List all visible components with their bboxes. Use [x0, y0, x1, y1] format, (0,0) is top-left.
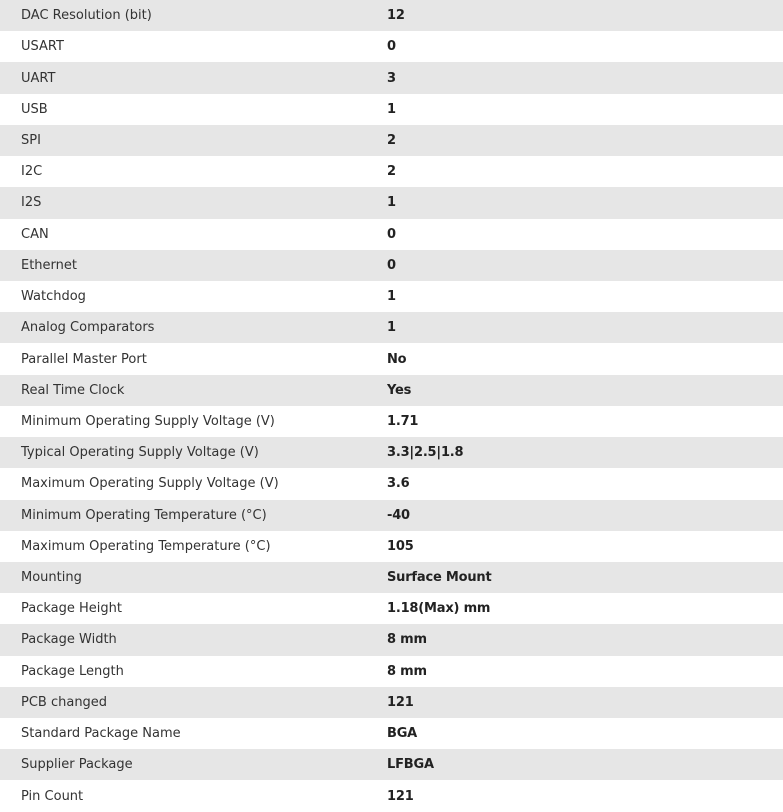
spec-label: Package Width	[21, 632, 117, 648]
spec-label: Watchdog	[21, 289, 86, 305]
spec-value: 1	[387, 101, 396, 117]
spec-value: 2	[387, 164, 396, 180]
spec-label: DAC Resolution (bit)	[21, 8, 152, 24]
spec-row	[0, 749, 783, 780]
spec-value: 105	[387, 538, 414, 554]
spec-label: Ethernet	[21, 257, 77, 273]
spec-row	[0, 281, 783, 312]
spec-row	[0, 468, 783, 499]
spec-label: Typical Operating Supply Voltage (V)	[21, 445, 259, 461]
spec-row	[0, 187, 783, 218]
spec-label: Real Time Clock	[21, 382, 125, 398]
spec-label: Maximum Operating Temperature (°C)	[21, 538, 271, 554]
spec-value: -40	[387, 507, 410, 523]
spec-row	[0, 406, 783, 437]
spec-label: Supplier Package	[21, 757, 133, 773]
spec-label: Minimum Operating Temperature (°C)	[21, 507, 267, 523]
spec-label: SPI	[21, 132, 41, 148]
spec-value: 2	[387, 132, 396, 148]
spec-row	[0, 500, 783, 531]
spec-label: Mounting	[21, 570, 82, 586]
spec-row	[0, 156, 783, 187]
spec-label: Parallel Master Port	[21, 351, 147, 367]
spec-label: USART	[21, 39, 64, 55]
spec-label: Pin Count	[21, 788, 84, 804]
spec-label: Package Height	[21, 601, 122, 617]
spec-row	[0, 312, 783, 343]
spec-value: 1.71	[387, 413, 419, 429]
spec-label: USB	[21, 101, 48, 117]
spec-label: Maximum Operating Supply Voltage (V)	[21, 476, 279, 492]
spec-value: 1.18(Max) mm	[387, 601, 491, 617]
spec-row	[0, 250, 783, 281]
spec-value: 0	[387, 39, 396, 55]
spec-row	[0, 531, 783, 562]
spec-label: I2S	[21, 195, 42, 211]
spec-label: CAN	[21, 226, 49, 242]
spec-value: No	[387, 351, 407, 367]
spec-value: 1	[387, 195, 396, 211]
spec-label: Standard Package Name	[21, 726, 181, 742]
spec-row	[0, 0, 783, 31]
spec-row	[0, 62, 783, 93]
spec-label: Analog Comparators	[21, 320, 155, 336]
spec-label: UART	[21, 70, 56, 86]
spec-label: I2C	[21, 164, 43, 180]
spec-row	[0, 343, 783, 374]
spec-label: PCB changed	[21, 694, 108, 710]
spec-value: 3.6	[387, 476, 410, 492]
spec-row	[0, 437, 783, 468]
spec-value: BGA	[387, 726, 418, 742]
spec-row	[0, 562, 783, 593]
spec-value: 0	[387, 226, 396, 242]
spec-value: Surface Mount	[387, 570, 492, 586]
spec-value: Yes	[387, 382, 412, 398]
spec-value: 8 mm	[387, 663, 427, 679]
spec-value: 3.3|2.5|1.8	[387, 445, 464, 461]
spec-value: 121	[387, 788, 414, 804]
spec-row	[0, 219, 783, 250]
spec-value: 1	[387, 289, 396, 305]
spec-value: 121	[387, 694, 414, 710]
spec-row	[0, 375, 783, 406]
spec-row	[0, 687, 783, 718]
spec-row	[0, 656, 783, 687]
spec-label: Minimum Operating Supply Voltage (V)	[21, 413, 275, 429]
spec-row	[0, 624, 783, 655]
spec-value: 12	[387, 8, 405, 24]
spec-row	[0, 31, 783, 62]
spec-row	[0, 718, 783, 749]
spec-row	[0, 94, 783, 125]
spec-value: LFBGA	[387, 757, 434, 773]
spec-value: 3	[387, 70, 396, 86]
spec-value: 8 mm	[387, 632, 427, 648]
spec-row	[0, 125, 783, 156]
spec-row	[0, 593, 783, 624]
spec-row	[0, 780, 783, 811]
spec-label: Package Length	[21, 663, 124, 679]
spec-value: 0	[387, 257, 396, 273]
spec-value: 1	[387, 320, 396, 336]
